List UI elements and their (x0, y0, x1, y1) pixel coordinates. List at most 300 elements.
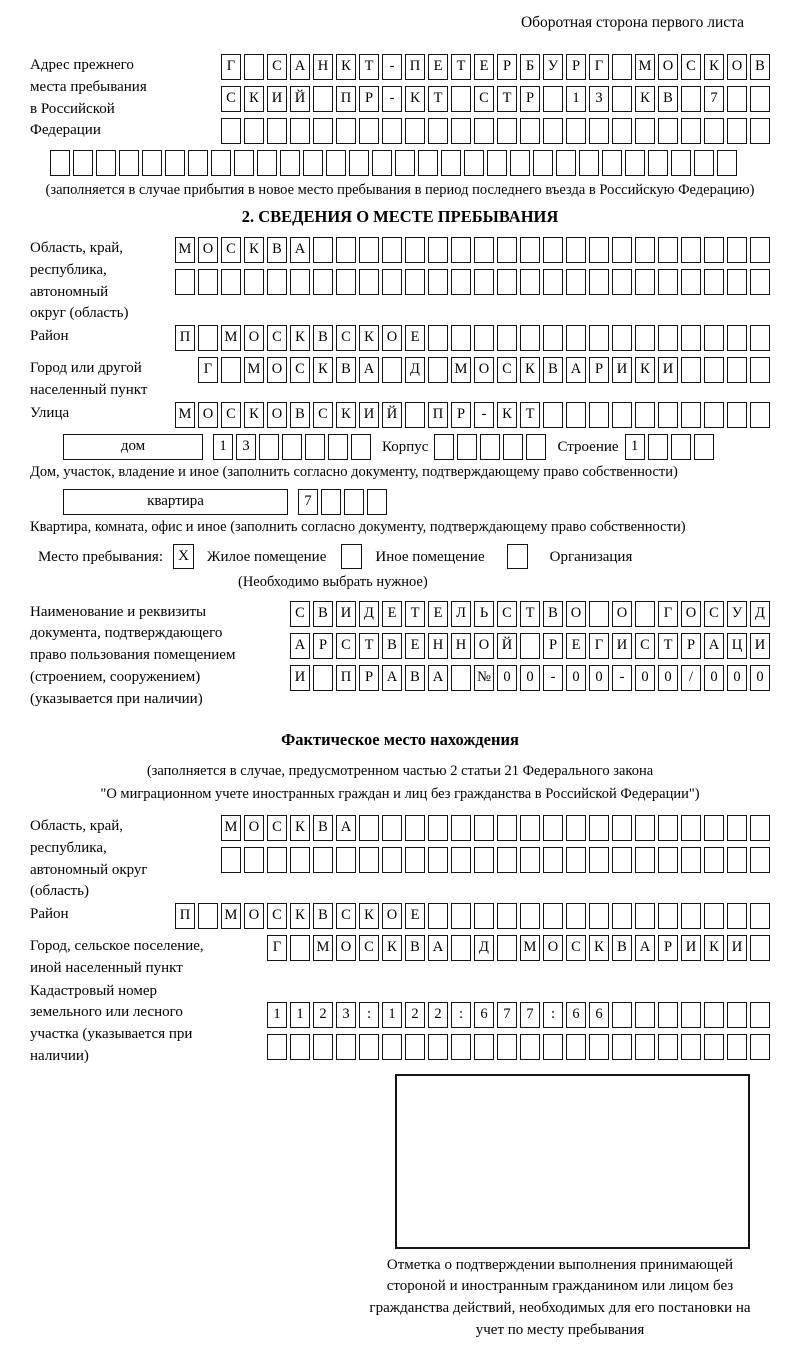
form-cell[interactable] (543, 815, 563, 841)
form-cell[interactable] (612, 1002, 632, 1028)
form-cell[interactable] (428, 237, 448, 263)
form-cell[interactable] (750, 815, 770, 841)
form-cell[interactable] (428, 325, 448, 351)
form-cell[interactable]: Р (520, 86, 540, 112)
form-cell[interactable] (510, 150, 530, 176)
form-cell[interactable] (658, 237, 678, 263)
form-cell[interactable]: Н (313, 54, 333, 80)
form-cell[interactable] (451, 118, 471, 144)
stroenie-cells[interactable] (625, 434, 717, 460)
form-cell[interactable]: Д (405, 357, 425, 383)
form-cell[interactable] (635, 1002, 655, 1028)
form-cell[interactable]: О (543, 935, 563, 961)
form-cell[interactable] (704, 325, 724, 351)
form-cell[interactable]: 1 (625, 434, 645, 460)
form-cell[interactable]: С (497, 601, 517, 627)
form-cell[interactable] (382, 1034, 402, 1060)
f-raion-row[interactable] (175, 903, 773, 929)
form-cell[interactable] (313, 665, 333, 691)
form-cell[interactable] (635, 325, 655, 351)
form-cell[interactable] (566, 1034, 586, 1060)
form-cell[interactable] (750, 1034, 770, 1060)
form-cell[interactable] (428, 1034, 448, 1060)
form-cell[interactable] (566, 903, 586, 929)
form-cell[interactable] (589, 237, 609, 263)
form-cell[interactable]: 0 (635, 665, 655, 691)
form-cell[interactable] (681, 237, 701, 263)
form-cell[interactable] (520, 1034, 540, 1060)
form-cell[interactable]: А (359, 357, 379, 383)
form-cell[interactable] (405, 847, 425, 873)
form-cell[interactable] (727, 847, 747, 873)
form-cell[interactable]: 2 (313, 1002, 333, 1028)
form-cell[interactable]: К (635, 86, 655, 112)
form-cell[interactable]: С (336, 325, 356, 351)
dom-cells[interactable] (213, 434, 374, 460)
form-cell[interactable]: 6 (589, 1002, 609, 1028)
form-cell[interactable]: 1 (213, 434, 233, 460)
form-cell[interactable]: В (612, 935, 632, 961)
form-cell[interactable] (694, 150, 714, 176)
form-cell[interactable]: Е (474, 54, 494, 80)
form-cell[interactable]: О (382, 903, 402, 929)
form-cell[interactable] (612, 1034, 632, 1060)
form-cell[interactable] (589, 325, 609, 351)
form-cell[interactable] (635, 237, 655, 263)
form-cell[interactable] (635, 847, 655, 873)
organizaciya-checkbox[interactable] (507, 544, 528, 569)
form-cell[interactable]: И (359, 402, 379, 428)
form-cell[interactable] (497, 815, 517, 841)
form-cell[interactable] (336, 118, 356, 144)
form-cell[interactable]: К (704, 54, 724, 80)
form-cell[interactable] (543, 118, 563, 144)
form-cell[interactable]: А (428, 665, 448, 691)
form-cell[interactable] (451, 86, 471, 112)
form-cell[interactable] (727, 402, 747, 428)
form-cell[interactable]: Д (750, 601, 770, 627)
form-cell[interactable]: А (382, 665, 402, 691)
form-cell[interactable]: К (244, 86, 264, 112)
form-cell[interactable] (244, 269, 264, 295)
form-cell[interactable] (290, 935, 310, 961)
form-cell[interactable]: К (244, 402, 264, 428)
form-cell[interactable]: Г (589, 633, 609, 659)
form-cell[interactable]: В (313, 815, 333, 841)
form-cell[interactable] (497, 935, 517, 961)
form-cell[interactable] (434, 434, 454, 460)
form-cell[interactable] (658, 903, 678, 929)
form-cell[interactable] (520, 903, 540, 929)
form-cell[interactable]: В (336, 357, 356, 383)
form-cell[interactable]: В (658, 86, 678, 112)
form-cell[interactable]: М (244, 357, 264, 383)
form-cell[interactable] (487, 150, 507, 176)
form-cell[interactable] (727, 269, 747, 295)
form-cell[interactable]: К (382, 935, 402, 961)
form-cell[interactable] (382, 118, 402, 144)
form-cell[interactable] (451, 665, 471, 691)
form-cell[interactable]: О (681, 601, 701, 627)
form-cell[interactable]: Д (359, 601, 379, 627)
form-cell[interactable] (612, 402, 632, 428)
form-cell[interactable]: К (336, 54, 356, 80)
form-cell[interactable]: М (221, 325, 241, 351)
form-cell[interactable] (625, 150, 645, 176)
form-cell[interactable]: У (543, 54, 563, 80)
form-cell[interactable]: - (382, 54, 402, 80)
form-cell[interactable] (382, 269, 402, 295)
form-cell[interactable] (579, 150, 599, 176)
form-cell[interactable]: Т (359, 54, 379, 80)
form-cell[interactable]: П (405, 54, 425, 80)
form-cell[interactable]: : (451, 1002, 471, 1028)
form-cell[interactable] (727, 325, 747, 351)
form-cell[interactable]: : (359, 1002, 379, 1028)
oblast-row-1[interactable] (175, 237, 773, 263)
form-cell[interactable] (188, 150, 208, 176)
form-cell[interactable]: Г (589, 54, 609, 80)
form-cell[interactable] (658, 402, 678, 428)
form-cell[interactable]: 0 (750, 665, 770, 691)
form-cell[interactable] (313, 269, 333, 295)
form-cell[interactable] (328, 434, 348, 460)
form-cell[interactable] (244, 54, 264, 80)
form-cell[interactable] (750, 86, 770, 112)
form-cell[interactable]: Р (497, 54, 517, 80)
form-cell[interactable] (658, 325, 678, 351)
form-cell[interactable] (704, 847, 724, 873)
form-cell[interactable]: С (313, 402, 333, 428)
form-cell[interactable] (543, 237, 563, 263)
form-cell[interactable] (428, 903, 448, 929)
form-cell[interactable]: О (566, 601, 586, 627)
form-cell[interactable]: Т (520, 402, 540, 428)
f-oblast-row-2[interactable] (221, 847, 773, 873)
form-cell[interactable] (234, 150, 254, 176)
form-cell[interactable] (497, 325, 517, 351)
form-cell[interactable] (349, 150, 369, 176)
form-cell[interactable]: М (221, 815, 241, 841)
form-cell[interactable]: С (221, 237, 241, 263)
form-cell[interactable] (635, 601, 655, 627)
form-cell[interactable]: В (750, 54, 770, 80)
form-cell[interactable] (351, 434, 371, 460)
form-cell[interactable]: С (359, 935, 379, 961)
form-cell[interactable] (418, 150, 438, 176)
form-cell[interactable] (589, 269, 609, 295)
form-cell[interactable] (221, 269, 241, 295)
form-cell[interactable] (428, 815, 448, 841)
kvartira-type-box[interactable]: квартира (63, 489, 288, 515)
form-cell[interactable] (589, 402, 609, 428)
form-cell[interactable] (602, 150, 622, 176)
form-cell[interactable]: Й (382, 402, 402, 428)
form-cell[interactable]: 0 (704, 665, 724, 691)
f-oblast-row-1[interactable] (221, 815, 773, 841)
form-cell[interactable] (635, 269, 655, 295)
form-cell[interactable] (290, 269, 310, 295)
form-cell[interactable] (526, 434, 546, 460)
oblast-row-2[interactable] (175, 269, 773, 295)
form-cell[interactable] (451, 237, 471, 263)
form-cell[interactable]: О (244, 903, 264, 929)
form-cell[interactable]: А (635, 935, 655, 961)
form-cell[interactable] (244, 847, 264, 873)
form-cell[interactable] (750, 269, 770, 295)
form-cell[interactable] (681, 1034, 701, 1060)
form-cell[interactable]: К (313, 357, 333, 383)
form-cell[interactable]: К (520, 357, 540, 383)
form-cell[interactable] (405, 118, 425, 144)
form-cell[interactable] (405, 815, 425, 841)
form-cell[interactable] (589, 1034, 609, 1060)
form-cell[interactable]: С (221, 86, 241, 112)
form-cell[interactable] (750, 847, 770, 873)
form-cell[interactable] (497, 269, 517, 295)
form-cell[interactable]: К (704, 935, 724, 961)
form-cell[interactable]: С (267, 325, 287, 351)
prev-address-row-1[interactable] (221, 54, 773, 80)
form-cell[interactable] (303, 150, 323, 176)
form-cell[interactable]: О (727, 54, 747, 80)
form-cell[interactable]: П (336, 86, 356, 112)
form-cell[interactable] (290, 118, 310, 144)
form-cell[interactable] (694, 434, 714, 460)
form-cell[interactable]: Р (658, 935, 678, 961)
form-cell[interactable]: К (405, 86, 425, 112)
form-cell[interactable] (451, 903, 471, 929)
form-cell[interactable] (671, 434, 691, 460)
form-cell[interactable] (681, 357, 701, 383)
form-cell[interactable] (259, 434, 279, 460)
form-cell[interactable]: И (612, 633, 632, 659)
form-cell[interactable] (244, 118, 264, 144)
form-cell[interactable] (543, 903, 563, 929)
form-cell[interactable] (198, 903, 218, 929)
form-cell[interactable] (267, 269, 287, 295)
form-cell[interactable]: : (543, 1002, 563, 1028)
f-gorod-row[interactable] (267, 935, 773, 961)
form-cell[interactable]: 3 (589, 86, 609, 112)
form-cell[interactable]: Е (405, 633, 425, 659)
form-cell[interactable]: 6 (474, 1002, 494, 1028)
form-cell[interactable]: П (428, 402, 448, 428)
form-cell[interactable] (681, 1002, 701, 1028)
form-cell[interactable]: Т (520, 601, 540, 627)
form-cell[interactable]: В (405, 665, 425, 691)
form-cell[interactable] (326, 150, 346, 176)
form-cell[interactable] (727, 1034, 747, 1060)
form-cell[interactable]: 7 (298, 489, 318, 515)
form-cell[interactable]: И (681, 935, 701, 961)
form-cell[interactable] (612, 269, 632, 295)
form-cell[interactable]: С (336, 633, 356, 659)
form-cell[interactable] (543, 1034, 563, 1060)
form-cell[interactable]: С (336, 903, 356, 929)
form-cell[interactable]: Е (405, 903, 425, 929)
form-cell[interactable] (750, 935, 770, 961)
form-cell[interactable]: О (474, 633, 494, 659)
form-cell[interactable]: М (635, 54, 655, 80)
prev-address-row-2[interactable] (221, 86, 773, 112)
ulitsa-row[interactable] (175, 402, 773, 428)
form-cell[interactable] (704, 1034, 724, 1060)
form-cell[interactable]: 0 (497, 665, 517, 691)
form-cell[interactable] (474, 237, 494, 263)
raion-row[interactable] (175, 325, 773, 351)
form-cell[interactable] (612, 237, 632, 263)
form-cell[interactable]: О (267, 357, 287, 383)
form-cell[interactable] (497, 847, 517, 873)
form-cell[interactable] (681, 325, 701, 351)
form-cell[interactable] (750, 325, 770, 351)
form-cell[interactable]: К (497, 402, 517, 428)
form-cell[interactable] (658, 1002, 678, 1028)
form-cell[interactable]: Р (451, 402, 471, 428)
form-cell[interactable] (750, 357, 770, 383)
form-cell[interactable] (589, 601, 609, 627)
doc-row-1[interactable] (290, 601, 773, 627)
form-cell[interactable] (280, 150, 300, 176)
form-cell[interactable] (589, 847, 609, 873)
form-cell[interactable]: С (290, 601, 310, 627)
form-cell[interactable]: О (658, 54, 678, 80)
form-cell[interactable] (382, 847, 402, 873)
form-cell[interactable] (648, 150, 668, 176)
korpus-cells[interactable] (434, 434, 549, 460)
form-cell[interactable] (451, 1034, 471, 1060)
form-cell[interactable]: - (543, 665, 563, 691)
form-cell[interactable] (566, 402, 586, 428)
form-cell[interactable] (681, 86, 701, 112)
form-cell[interactable]: В (313, 325, 333, 351)
form-cell[interactable]: Р (681, 633, 701, 659)
form-cell[interactable]: Б (520, 54, 540, 80)
form-cell[interactable] (359, 118, 379, 144)
form-cell[interactable] (474, 903, 494, 929)
form-cell[interactable]: О (612, 601, 632, 627)
form-cell[interactable]: К (290, 325, 310, 351)
form-cell[interactable] (336, 237, 356, 263)
form-cell[interactable]: А (428, 935, 448, 961)
form-cell[interactable] (497, 118, 517, 144)
form-cell[interactable] (612, 118, 632, 144)
form-cell[interactable] (533, 150, 553, 176)
form-cell[interactable]: 0 (727, 665, 747, 691)
form-cell[interactable]: Р (566, 54, 586, 80)
form-cell[interactable] (474, 325, 494, 351)
form-cell[interactable] (457, 434, 477, 460)
form-cell[interactable]: О (382, 325, 402, 351)
form-cell[interactable]: К (635, 357, 655, 383)
form-cell[interactable] (451, 847, 471, 873)
form-cell[interactable] (704, 269, 724, 295)
form-cell[interactable] (221, 118, 241, 144)
form-cell[interactable] (336, 269, 356, 295)
form-cell[interactable] (727, 86, 747, 112)
form-cell[interactable] (290, 847, 310, 873)
form-cell[interactable]: 7 (497, 1002, 517, 1028)
form-cell[interactable] (635, 1034, 655, 1060)
form-cell[interactable] (750, 118, 770, 144)
form-cell[interactable]: Т (405, 601, 425, 627)
form-cell[interactable]: А (704, 633, 724, 659)
form-cell[interactable] (221, 847, 241, 873)
form-cell[interactable] (497, 1034, 517, 1060)
form-cell[interactable]: Т (658, 633, 678, 659)
form-cell[interactable] (717, 150, 737, 176)
form-cell[interactable] (474, 847, 494, 873)
form-cell[interactable] (704, 237, 724, 263)
form-cell[interactable]: М (451, 357, 471, 383)
form-cell[interactable] (405, 1034, 425, 1060)
form-cell[interactable] (704, 402, 724, 428)
form-cell[interactable] (681, 903, 701, 929)
form-cell[interactable] (441, 150, 461, 176)
form-cell[interactable] (474, 815, 494, 841)
form-cell[interactable] (267, 1034, 287, 1060)
kadastr-row-2[interactable] (267, 1034, 773, 1060)
gorod-row[interactable] (198, 357, 773, 383)
form-cell[interactable] (313, 86, 333, 112)
doc-row-2[interactable] (290, 633, 773, 659)
form-cell[interactable] (658, 269, 678, 295)
kadastr-row-1[interactable] (267, 1002, 773, 1028)
form-cell[interactable] (681, 847, 701, 873)
form-cell[interactable] (566, 325, 586, 351)
form-cell[interactable] (73, 150, 93, 176)
form-cell[interactable]: - (474, 402, 494, 428)
form-cell[interactable]: 1 (566, 86, 586, 112)
form-cell[interactable]: О (198, 402, 218, 428)
form-cell[interactable]: Е (428, 601, 448, 627)
form-cell[interactable]: О (267, 402, 287, 428)
form-cell[interactable]: С (267, 54, 287, 80)
form-cell[interactable] (119, 150, 139, 176)
form-cell[interactable] (658, 1034, 678, 1060)
form-cell[interactable]: О (474, 357, 494, 383)
form-cell[interactable] (681, 118, 701, 144)
form-cell[interactable] (257, 150, 277, 176)
form-cell[interactable]: К (290, 903, 310, 929)
form-cell[interactable]: В (290, 402, 310, 428)
form-cell[interactable]: К (244, 237, 264, 263)
form-cell[interactable]: 0 (566, 665, 586, 691)
form-cell[interactable] (543, 402, 563, 428)
form-cell[interactable] (612, 325, 632, 351)
form-cell[interactable]: Е (382, 601, 402, 627)
form-cell[interactable]: К (359, 325, 379, 351)
form-cell[interactable] (612, 903, 632, 929)
form-cell[interactable] (372, 150, 392, 176)
form-cell[interactable] (211, 150, 231, 176)
form-cell[interactable] (405, 237, 425, 263)
form-cell[interactable] (359, 815, 379, 841)
form-cell[interactable]: Т (428, 86, 448, 112)
form-cell[interactable]: О (244, 815, 264, 841)
dom-type-box[interactable]: дом (63, 434, 203, 460)
form-cell[interactable]: С (290, 357, 310, 383)
form-cell[interactable]: Ь (474, 601, 494, 627)
form-cell[interactable]: 2 (405, 1002, 425, 1028)
form-cell[interactable]: И (750, 633, 770, 659)
form-cell[interactable] (566, 269, 586, 295)
form-cell[interactable] (648, 434, 668, 460)
form-cell[interactable] (267, 118, 287, 144)
form-cell[interactable] (497, 903, 517, 929)
form-cell[interactable] (359, 847, 379, 873)
